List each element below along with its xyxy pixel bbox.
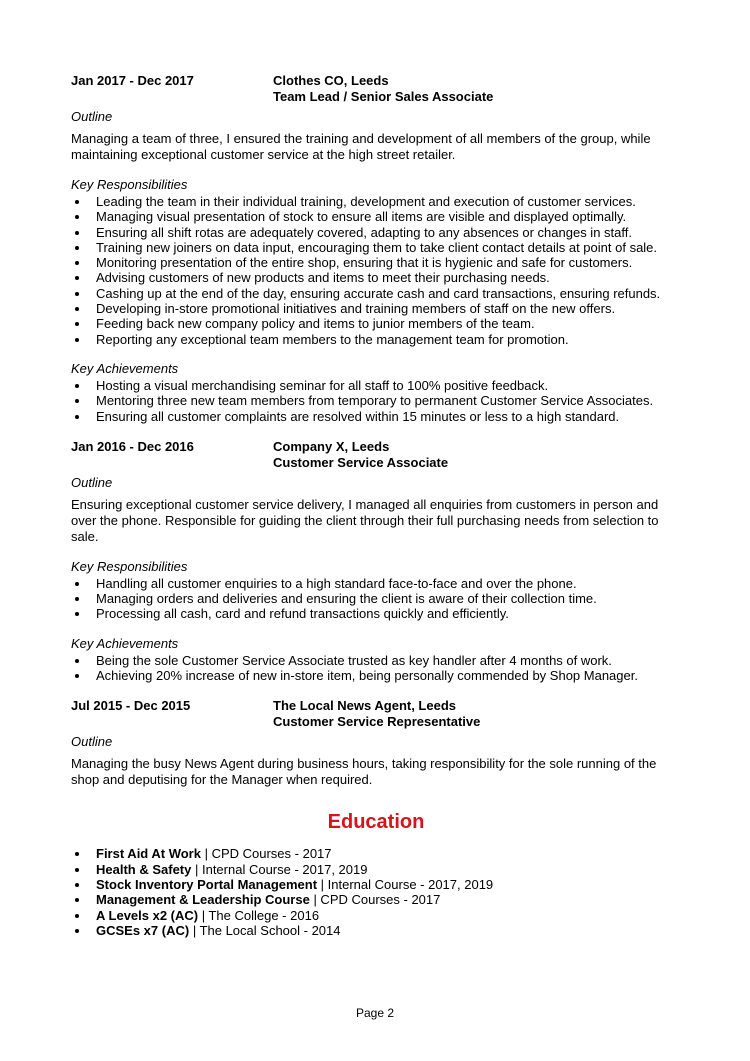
list-item [71,892,681,907]
bullet-icon [75,582,79,586]
bullet-icon [75,246,79,250]
list-item-text: Mentoring three new team members from temporary to permanent Customer Service Associates. [96,393,654,409]
list-item [71,846,681,861]
bullet-icon [75,307,79,311]
job-company: Clothes CO, Leeds [273,73,389,88]
job-title: Team Lead / Senior Sales Associate [273,89,494,104]
education-name: A Levels x2 (AC) [96,907,199,923]
education-list [71,846,681,938]
list-item [71,877,681,892]
bullet-icon [75,399,79,403]
bullet-icon [75,659,79,663]
education-name: Stock Inventory Portal Management [96,876,318,892]
list-item-text: Training new joiners on data input, encouraging them to take client contact details at point of sale. [96,239,658,255]
list-item-text: Ensuring all customer complaints are resolved within 15 minutes or less to a high standard. [96,408,620,424]
list-item [71,591,681,606]
job-company: Company X, Leeds [273,438,390,454]
list-item [71,225,681,240]
resume-page [71,73,681,938]
outline-text: Ensuring exceptional customer service delivery, I managed all enquiries from customers in person and over the phone. Responsible for guiding the client through their full purchasing needs from selection to sale. [71,496,659,544]
education-name: Management & Leadership Course [96,892,310,908]
job-title: Customer Service Associate [273,454,449,470]
outline-text: Managing a team of three, I ensured the training and development of all members of the group, while maintaining exceptional customer service at the high street retailer. [71,131,651,162]
education-name: GCSEs x7 (AC) [96,922,190,938]
outline-label: Outline [71,474,113,490]
bullet-icon [75,384,79,388]
education-detail: | The Local School - 2014 [189,922,341,938]
list-item [71,301,681,316]
responsibilities-label: Key Responsibilities [71,558,188,574]
bullet-icon [75,612,79,616]
achievements-label: Key Achievements [71,635,179,651]
job-entry [71,698,681,788]
list-item [71,862,681,877]
list-item [71,409,681,424]
list-item [71,209,681,224]
list-item-text: Hosting a visual merchandising seminar for all staff to 100% positive feedback. [96,377,549,393]
education-name: Health & Safety [96,861,192,877]
job-date: Jan 2017 - Dec 2017 [71,73,194,88]
outline-text: Managing the busy News Agent during business hours, taking responsibility for the sole running of the shop and deputising for the Manager when required. [71,756,657,788]
education-detail: | Internal Course - 2017, 2019 [191,861,368,877]
bullet-icon [75,292,79,296]
list-item-text: Feeding back new company policy and items to junior members of the team. [96,316,535,332]
job-company: The Local News Agent, Leeds [273,698,457,714]
education-name: First Aid At Work [96,846,201,862]
page-number: Page 2 [355,1006,395,1020]
job-entry [71,73,681,424]
list-item [71,255,681,270]
bullet-icon [75,852,79,856]
list-item [71,332,681,347]
list-item [71,240,681,255]
list-item-text: Managing visual presentation of stock to ensure all items are visible and displayed optimally. [96,209,627,225]
bullet-icon [75,200,79,204]
education-detail: | The College - 2016 [198,907,320,923]
list-item-text: Processing all cash, card and refund transactions quickly and efficiently. [96,606,509,622]
list-item-text: Advising customers of new products and items to meet their purchasing needs. [96,270,550,286]
bullet-icon [75,231,79,235]
job-header [71,439,681,471]
list-item [71,606,681,621]
bullet-icon [75,898,79,902]
outline-label: Outline [71,734,113,750]
bullet-icon [75,883,79,887]
responsibilities-label: Key Responsibilities [71,177,188,192]
job-entry [71,439,681,683]
list-item-text: Developing in-store promotional initiatives and training members of staff on the new offers. [96,301,616,317]
education-heading: Education [327,811,425,834]
list-item [71,653,681,668]
list-item [71,923,681,938]
list-item-text: Handling all customer enquiries to a high standard face-to-face and over the phone. [96,575,577,591]
job-date: Jan 2016 - Dec 2016 [71,438,194,454]
list-item [71,668,681,683]
list-item-text: Ensuring all shift rotas are adequately covered, adapting to any absences or changes in staff. [96,224,632,240]
job-title: Customer Service Representative [273,714,481,730]
job-date: Jul 2015 - Dec 2015 [71,698,191,714]
list-item-text: Managing orders and deliveries and ensuring the client is aware of their collection time. [96,591,597,607]
list-item [71,908,681,923]
list-item [71,576,681,591]
bullet-icon [75,914,79,918]
bullet-icon [75,215,79,219]
list-item-text: Monitoring presentation of the entire shop, ensuring that it is hygienic and safe for customers. [96,255,633,271]
bullet-icon [75,868,79,872]
list-item [71,378,681,393]
responsibilities-list [71,194,681,347]
job-org-block [273,439,448,471]
job-org-block [273,73,493,105]
bullet-icon [75,674,79,678]
list-item [71,194,681,209]
list-item-text: Cashing up at the end of the day, ensuring accurate cash and card transactions, ensuring refunds. [96,285,661,301]
achievements-label: Key Achievements [71,360,179,376]
education-detail: | CPD Courses - 2017 [309,892,441,908]
list-item [71,286,681,301]
list-item [71,393,681,408]
bullet-icon [75,929,79,933]
job-header [71,698,681,730]
bullet-icon [75,322,79,326]
bullet-icon [75,276,79,280]
bullet-icon [75,338,79,342]
education-detail: | Internal Course - 2017, 2019 [317,876,494,892]
list-item-text: Being the sole Customer Service Associate trusted as key handler after 4 months of work. [96,652,612,668]
list-item-text: Reporting any exceptional team members to the management team for promotion. [96,331,569,347]
outline-label: Outline [71,109,113,124]
list-item [71,270,681,285]
achievements-list [71,378,681,424]
list-item-text: Leading the team in their individual training, development and execution of customer services. [96,194,636,209]
responsibilities-list [71,576,681,622]
bullet-icon [75,415,79,419]
job-header [71,73,681,105]
bullet-icon [75,261,79,265]
achievements-list [71,653,681,684]
bullet-icon [75,597,79,601]
list-item-text: Achieving 20% increase of new in-store item, being personally commended by Shop Manager. [96,668,638,684]
list-item [71,316,681,331]
education-detail: | CPD Courses - 2017 [200,846,332,862]
job-org-block [273,698,480,730]
